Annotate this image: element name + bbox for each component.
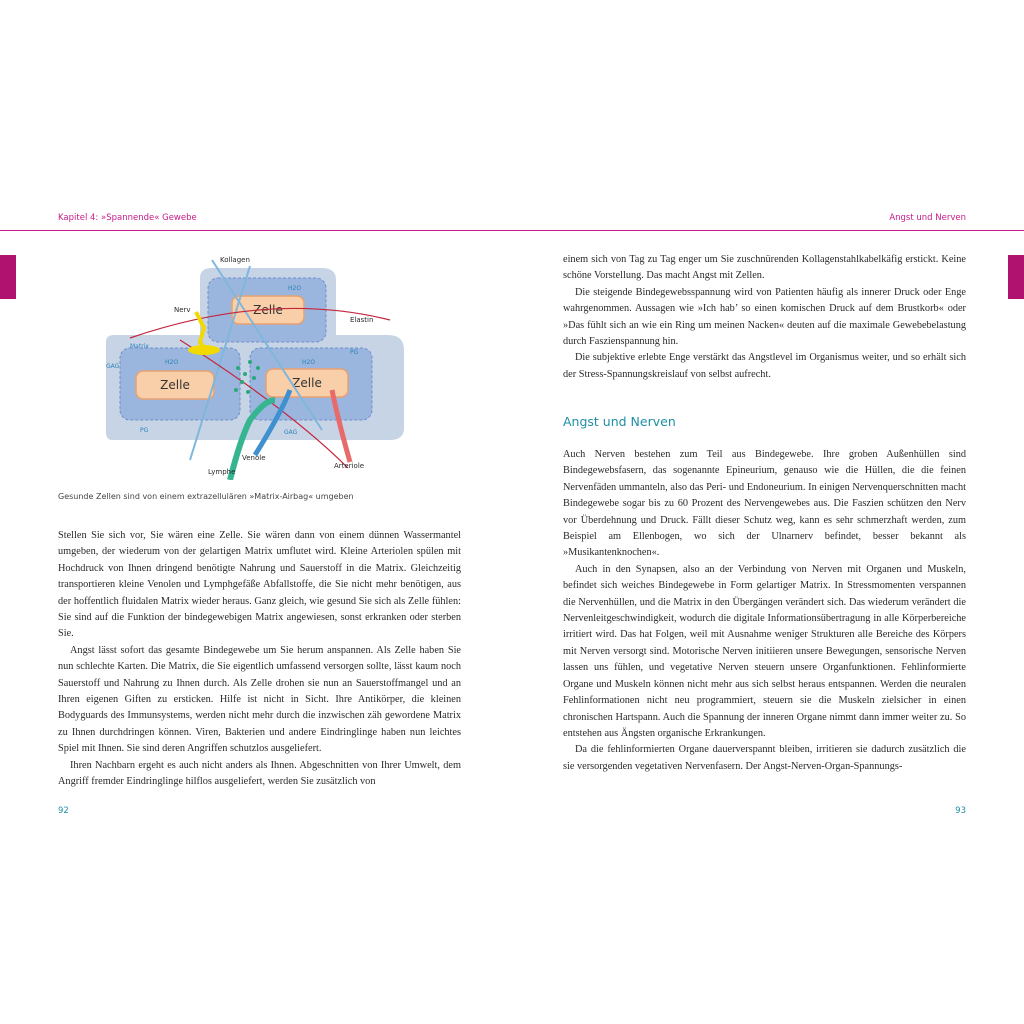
label-elastin: Elastin — [350, 316, 374, 324]
cell-label-right: Zelle — [292, 376, 322, 390]
nerv-ending — [188, 345, 220, 355]
label-pg-right: PG — [350, 349, 359, 356]
paragraph: Die subjektive erlebte Enge verstärkt das Angstlevel im Organismus weiter, und so erhält sich der Stress-Spannungskreislauf von selbst aufrecht. — [563, 352, 966, 380]
matrix-cell-diagram — [100, 250, 410, 480]
left-column-text — [58, 528, 461, 791]
diagram-svg — [100, 250, 410, 480]
paragraph: Auch in den Synapsen, also an der Verbindung von Nerven mit Organen und Muskeln, befindet sich weiches Bindegewebe in Form gelartiger Matrix. In Stressmomenten verspannen die Nervenhüllen, und die Matrix in den Übergängen verändert sich. Das wiederum verändert die Nervenleitgeschwindigkeit, wodurch die digitale Informationsübertragung in alle Körperbereiche irritiert wird. Das hat Folgen, weil mit Ausnahme weniger Strukturen alle Bereiche des Körpers mit Nerven versorgt sind. Motorische Nerven initiieren unsere Bewegungen, sensorische Nerven lassen uns fühlen, und vegetative Nerven steuern unsere Organfunktionen. Fehlinformierte Organe und Muskeln können nicht mehr aus sich selbst heraus entspannen. Werden die neuralen Fehlinformationen nicht neu programmiert, steuern sie die Muskeln zielsicher in einen chronischen Hartspann. Auch die Spannung der inneren Organe nimmt dann immer weiter zu. So entstehen aus Ängsten organische Erkrankungen. — [563, 563, 966, 739]
cell-label-top: Zelle — [253, 303, 283, 317]
chapter-tab-left — [0, 255, 16, 299]
label-arteriole: Arteriole — [334, 462, 365, 470]
label-gag-right: GAG — [284, 429, 298, 436]
chapter-tab-right — [1008, 255, 1024, 299]
label-nerv: Nerv — [174, 306, 191, 314]
h2o-top: H2O — [288, 285, 302, 292]
running-head-left: Kapitel 4: »Spannende« Gewebe — [58, 213, 197, 223]
label-lymphe: Lymphe — [208, 468, 236, 476]
header-rule — [0, 230, 1024, 231]
page-number-left: 92 — [58, 806, 69, 816]
paragraph: einem sich von Tag zu Tag enger um Sie zuschnürenden Kollagenstahlkabelkäfig erstickt. Keine schöne Vorstellung. Das macht Angst mit Zellen. — [563, 254, 966, 282]
paragraph: Da die fehlinformierten Organe dauerverspannt bleiben, irritieren sie dadurch zusätzlich die sie versorgenden vegetativen Nervenfasern. Der Angst-Nerven-Organ-Spannungs- — [563, 744, 966, 772]
label-venole: Venole — [242, 454, 266, 462]
paragraph: Stellen Sie sich vor, Sie wären eine Zelle. Sie wären dann von einem dünnen Wassermantel umgeben, der wiederum von der gelartigen Matrix umflutet wird. Kleine Arteriolen spülen mit Hochdruck von Ihnen dringend benötigte Nahrung und Sauerstoff in die Matrix. Gleichzeitig transportieren kleine Venolen und Lymphgefäße Abfallstoffe, die Sie nicht mehr benötigen, aus der hoffentlich fluidalen Matrix wieder heraus. Ganz gleich, wie gesund Sie sich als Zelle fühlen: Sie sind auf die Funktion der bindegewebigen Matrix angewiesen, sonst erkranken oder sterben Sie. — [58, 530, 461, 640]
cell-label-left: Zelle — [160, 378, 190, 392]
right-column-top-text — [563, 252, 966, 383]
right-column-main-text — [563, 447, 966, 775]
section-heading: Angst und Nerven — [563, 414, 676, 429]
label-gag-left: GAG — [106, 363, 120, 370]
paragraph: Ihren Nachbarn ergeht es auch nicht anders als Ihnen. Abgeschnitten von Ihrer Umwelt, dem Angriff fremder Eindringlinge hilflos ausgeliefert, werden Sie zusätzlich von — [58, 759, 461, 788]
h2o-left: H2O — [165, 359, 179, 366]
running-head-right: Angst und Nerven — [889, 213, 966, 223]
paragraph: Auch Nerven bestehen zum Teil aus Bindegewebe. Ihre groben Außenhüllen sind Bindegewebsfasern, das sogenannte Epineurium, genauso wie die Hüllen, die die feinen Nervenfäden ummanteln, also das Peri- und Endoneurium. In einigen Nervenquerschnitten macht Bindegewebe sogar bis zu 60 Prozent des Nervengewebes aus. Die Faszien schützen den Nerv vor Überdehnung und Druck. Fällt dieser Schutz weg, kann es sehr schmerzhaft werden, zum Beispiel am Ellenbogen, wo sich der Ulnarnerv befindet, besser bekannt als »Musikantenknochen«. — [563, 449, 966, 559]
figure-caption: Gesunde Zellen sind von einem extrazellulären »Matrix-Airbag« umgeben — [58, 492, 354, 501]
paragraph: Angst lässt sofort das gesamte Bindegewebe um Sie herum anspannen. Als Zelle haben Sie nun schlechte Karten. Die Matrix, die Sie eigentlich umfassend versorgen sollte, lässt kaum noch Sauerstoff und Nahrung zu Ihnen durch. Als Zelle drohen sie nun an Sauerstoffmangel und an Ihren eigenen Giften zu ersticken. Hilfe ist nicht in Sicht. Ihre Antikörper, die kleinen Bodyguards des Immunsystems, werden nicht mehr durch die inzwischen zäh gewordene Matrix zu Ihnen durchdringen können. Viren, Bakterien und andere Eindringlinge haben nun leichtes Spiel mit Ihnen. Sie sind deren Angriffen schutzlos ausgeliefert. — [58, 644, 461, 755]
page-number-right: 93 — [955, 806, 966, 816]
label-matrix: Matrix — [130, 343, 149, 350]
paragraph: Die steigende Bindegewebsspannung wird von Patienten häufig als innerer Druck oder Enge wahrgenommen. Aussagen wie »Ich hab’ so einen komischen Druck auf dem Brustkorb« oder »Das fühlt sich an wie ein Ring um meinen Nacken« deuten auf die maximale Gewebebelastung durch Faszienspannung hin. — [563, 286, 966, 348]
label-kollagen: Kollagen — [220, 256, 250, 264]
h2o-right: H2O — [302, 359, 316, 366]
label-pg-left: PG — [140, 427, 149, 434]
